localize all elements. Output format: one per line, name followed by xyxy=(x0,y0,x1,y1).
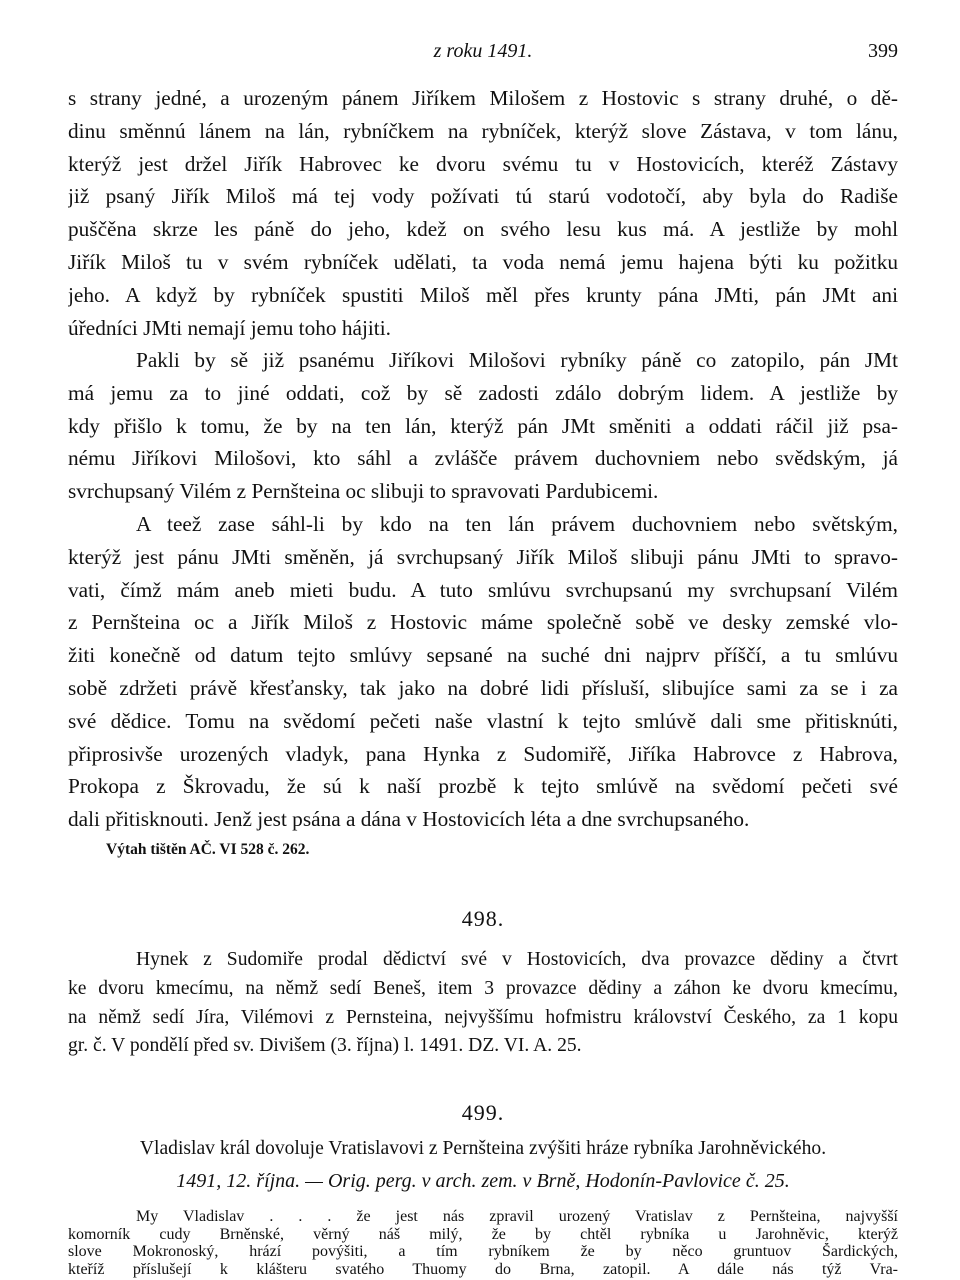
text-line: jeho. A když by rybníček spustiti Miloš měl přes krunty pána JMti, pán JMt ani xyxy=(68,282,898,307)
text-line: připrosivše urozených vladyk, pana Hynka z Sudomiřě, Jiříka Habrovce z Habrova, xyxy=(68,741,898,766)
text-line: kdy přišlo k tomu, že by na ten lán, kterýž pán JMt směniti a oddati ráčil již psa- xyxy=(68,413,898,438)
text-line: ke dvoru kmecímu, na němž sedí Beneš, item 3 provazce dědiny a záhon ke dvoru kmecímu, xyxy=(68,977,898,999)
text-line: Prokopa z Škrovadu, že sú k naší prozbě k tejto smlúvě na svědomí pečeti své xyxy=(68,774,898,799)
text-line: slove Mokronoský, hrází povýšiti, a tím rybníkem že by něco gruntuov Šardických, xyxy=(68,1243,898,1260)
text-line: gr. č. V pondělí před sv. Divišem (3. října) l. 1491. DZ. VI. A. 25. xyxy=(68,1035,582,1057)
text-line: Jiřík Miloš tu v svém rybníček udělati, ta voda nemá jemu hajena býti ku požitku xyxy=(68,249,898,274)
running-head xyxy=(68,40,898,66)
text-line: na němž sedí Jíra, Vilémovi z Pernsteina, nejvyššímu hofmistru království Českého, za 1 kopu xyxy=(68,1006,898,1028)
text-line: vati, čímž mám aneb mieti budu. A tuto smlúvu svrchupsanú my svrchupsaní Vilém xyxy=(68,577,898,602)
text-line: své dědice. Tomu na svědomí pečeti naše vlastní k tejto smlúvě dali sme přitisknúti, xyxy=(68,708,898,733)
text-line: puščěna skrze les páně do jeho, kdež on svého lesu kus má. A jestliže by mohl xyxy=(68,217,898,242)
text-line: kterýž jest pánu JMti směněn, já svrchupsaný Jiřík Miloš slibuji pánu JMti to spravo- xyxy=(68,544,898,569)
text-line: Hynek z Sudomiře prodal dědictví své v Hostovicích, dva provazce dědiny a čtvrt xyxy=(136,949,898,970)
doc-497-paragraph-3 xyxy=(68,508,898,836)
text-line: s strany jedné, a urozeným pánem Jiříkem Milošem z Hostovic s strany druhé, o dě- xyxy=(68,86,898,110)
doc-497-paragraph-2 xyxy=(68,344,898,508)
page-number: 399 xyxy=(868,40,898,62)
text-line: Pakli by sě již psanému Jiříkovi Milošovi rybníky páně co zatopilo, pán JMt xyxy=(136,348,898,372)
text-line: kterýž jest držel Jiřík Habrovec ke dvoru svému tu v Hostovicích, kteréž Zástavy xyxy=(68,151,898,176)
text-line: má jemu za to jiné oddati, což by sě zadosti zdálo dobrým lidem. A jestliže by xyxy=(68,380,898,405)
doc-499-paragraph-1 xyxy=(68,1208,898,1278)
text-line: sobě zdržeti právě křesťansky, tak jako na dobré lidi přísluší, slibujíce sami za se i za xyxy=(68,675,898,700)
text-line: dali přitisknouti. Jenž jest psána a dána v Hostovicích léta a dne svrchupsaného. xyxy=(68,807,750,832)
document-number: 499. xyxy=(461,1100,505,1125)
text-line: svrchupsaný Vilém z Pernšteina oc slibuji to spravovati Pardubicemi. xyxy=(68,479,659,504)
document-number: 498. xyxy=(461,906,505,931)
document-dating: 1491, 12. října. — Orig. perg. v arch. zem. v Brně, Hodonín-Pavlovice č. 25. xyxy=(176,1170,790,1192)
running-title: z roku 1491. xyxy=(433,40,533,62)
text-line: My Vladislav . . . že jest nás zpravil urozený Vratislav z Pernšteina, najvyšší xyxy=(136,1208,898,1225)
text-line: z Pernšteina oc a Jiřík Miloš z Hostovic máme společně sobě ve desky zemské vlo- xyxy=(68,610,898,635)
text-line: dinu směnnú lánem na lán, rybníčkem na rybníček, kterýž slove Zástava, v tom lánu, xyxy=(68,118,898,143)
text-line: komorník cudy Brněnské, věrný náš milý, že by chtěl rybníka u Jarohněvic, kterýž xyxy=(68,1225,898,1243)
text-line: kteříž příslušejí k klášteru svatého Thuomy do Brna, zatopil. A dále nás týž Vra- xyxy=(68,1260,898,1278)
source-note: Výtah tištěn AČ. VI 528 č. 262. xyxy=(106,841,310,858)
text-line: již psaný Jiřík Miloš má tej vody požívati tú starú vodotočí, aby byla do Radiše xyxy=(68,184,898,209)
text-line: úředníci JMti nemají jemu toho hájiti. xyxy=(68,315,391,340)
document-heading: Vladislav král dovoluje Vratislavovi z Pernšteina zvýšiti hráze rybníka Jarohněvického. xyxy=(139,1138,827,1159)
text-line: A teež zase sáhl-li by kdo na ten lán právem duchovniem nebo světským, xyxy=(136,512,898,536)
text-line: nému Jiříkovi Milošovi, kto sáhl a zvlášče právem duchovniem nebo svědským, já xyxy=(68,446,898,471)
doc-498-regest xyxy=(68,946,898,1061)
doc-497-paragraph-1 xyxy=(68,82,898,344)
text-line: žiti konečně od datum tejto smlúvy sepsané na suché dni najprv příščí, a tu smlúvu xyxy=(68,643,898,668)
